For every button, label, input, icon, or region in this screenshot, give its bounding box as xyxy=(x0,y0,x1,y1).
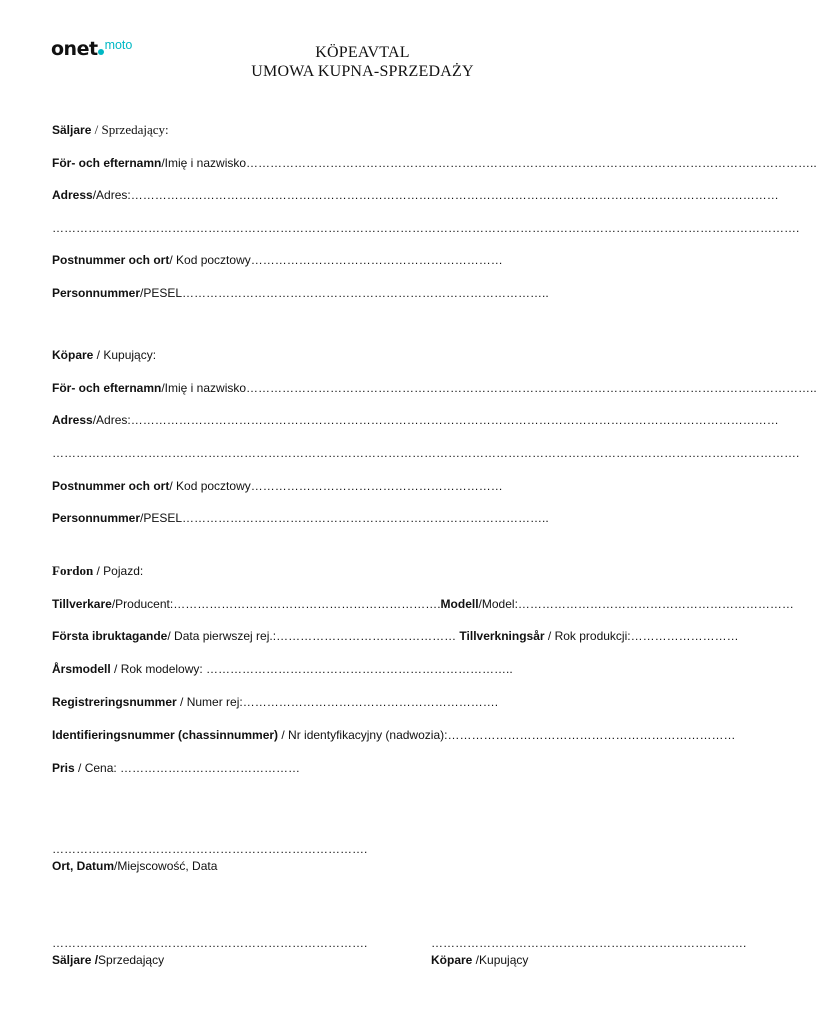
seller-address-field[interactable]: Adress/Adres:……………………………………………………………………………………………………………………………………………… xyxy=(52,188,779,202)
vehicle-price-field[interactable]: Pris / Cena: ……………………………………… xyxy=(52,761,301,775)
buyer-signature-line[interactable]: ……………………………………………………………………. xyxy=(431,936,747,950)
seller-name-field[interactable]: För- och efternamn/Imię i nazwisko…………………………………………………………………………………………………………………………….. xyxy=(52,156,817,170)
vehicle-maker-model-field[interactable]: Tillverkare/Producent:………………………………………………………….Modell/Model:…………………………………………………………… xyxy=(52,597,794,611)
buyer-postal-field[interactable]: Postnummer och ort/ Kod pocztowy……………………………………………………… xyxy=(52,479,503,493)
place-date-label: Ort, Datum/Miejscowość, Data xyxy=(52,859,218,873)
buyer-address-field[interactable]: Adress/Adres:……………………………………………………………………………………………………………………………………………… xyxy=(52,413,779,427)
logo-brand: onet xyxy=(51,38,98,60)
document-title-polish: UMOWA KUPNA-SPRZEDAŻY xyxy=(251,63,474,80)
seller-postal-field[interactable]: Postnummer och ort/ Kod pocztowy……………………………………………………… xyxy=(52,253,503,267)
buyer-id-field[interactable]: Personnummer/PESEL……………………………………………………………………………….. xyxy=(52,511,549,525)
logo-sub: moto xyxy=(104,38,133,52)
buyer-address-continuation[interactable]: ……………………………………………………………………………………………………………………………………………………………………. xyxy=(52,446,800,460)
buyer-signature-label: Köpare /Kupujący xyxy=(431,953,529,967)
document-title-swedish: KÖPEAVTAL xyxy=(315,44,410,61)
vehicle-first-use-field[interactable]: Första ibruktagande/ Data pierwszej rej.:……………………………………… Tillverkningsår / Rok produkcji:……………………… xyxy=(52,629,739,643)
buyer-heading: Köpare / Kupujący: xyxy=(52,348,157,362)
seller-signature-label: Säljare /Sprzedający xyxy=(52,953,165,967)
seller-address-continuation[interactable]: ……………………………………………………………………………………………………………………………………………………………………. xyxy=(52,221,800,235)
vehicle-heading: Fordon / Pojazd: xyxy=(52,563,144,578)
buyer-name-field[interactable]: För- och efternamn/Imię i nazwisko…………………………………………………………………………………………………………………………….. xyxy=(52,381,817,395)
vehicle-registration-field[interactable]: Registreringsnummer / Numer rej:………………………………………………………. xyxy=(52,695,499,709)
vehicle-vin-field[interactable]: Identifieringsnummer (chassinnummer) / Nr identyfikacyjny (nadwozia):……………………………………………………………… xyxy=(52,728,736,742)
seller-signature-line[interactable]: ……………………………………………………………………. xyxy=(52,936,368,950)
seller-id-field[interactable]: Personnummer/PESEL……………………………………………………………………………….. xyxy=(52,286,549,300)
seller-heading: Säljare / Sprzedający: xyxy=(52,122,169,137)
place-date-signature-line[interactable]: ……………………………………………………………………. xyxy=(52,842,368,856)
vehicle-model-year-field[interactable]: Årsmodell / Rok modelowy: ………………………………………………………………….. xyxy=(52,662,513,676)
